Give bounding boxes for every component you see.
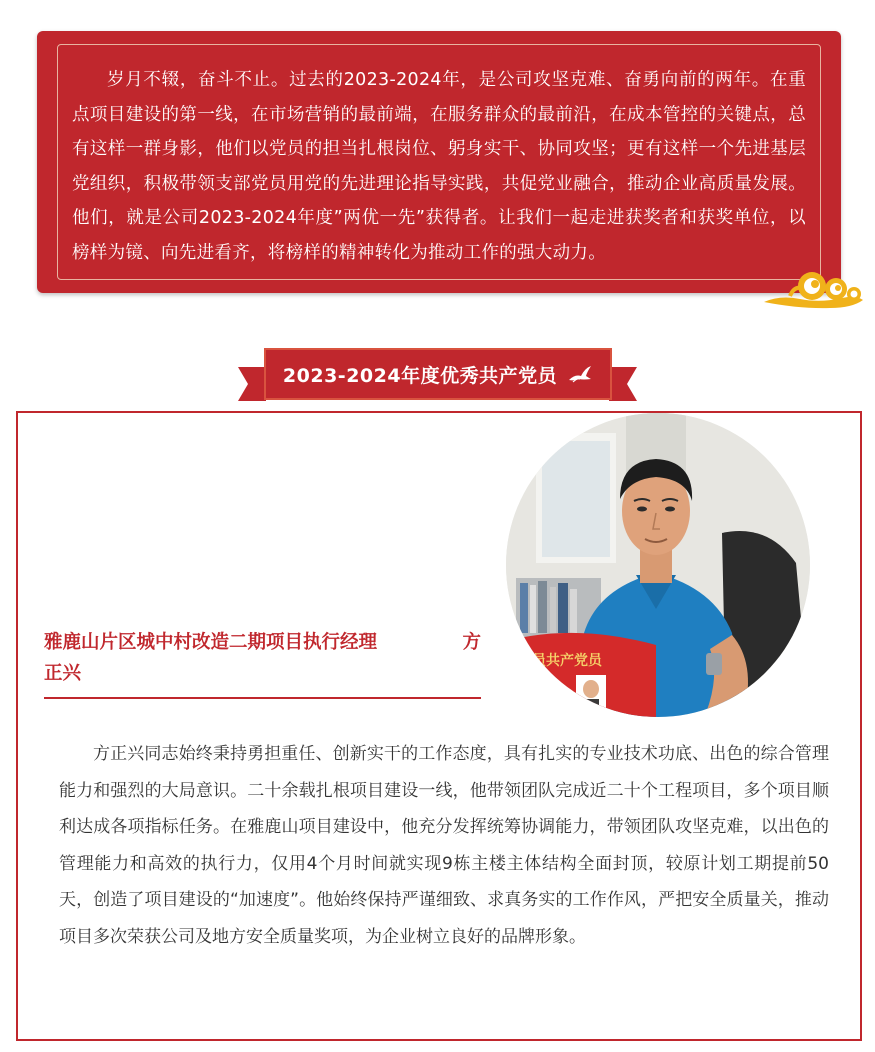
ribbon-right-tail (609, 367, 637, 401)
section-title: 2023-2024年度优秀共产党员 (282, 364, 558, 387)
portrait-illustration (506, 413, 810, 717)
auspicious-cloud-icon (760, 262, 865, 312)
intro-paragraph: 岁月不辍，奋斗不止。过去的2023-2024年，是公司攻坚克难、奋勇向前的两年。在重点项目建设的第一线，在市场营销的最前端，在服务群众的最前沿，在成本管控的关键点，总有这样一群身影，他们以党员的担当扎根岗位、躬身实干、协同攻坚；更有这样一个先进基层党组织，积极带领支部党员用党的先进理论指导实践，共促党业融合，推动企业高质量发展。他们，就是公司2023-2024年度”两优一先”获得者。让我们一起走进获奖者和获奖单位，以榜样为镜、向先进看齐，将榜样的精神转化为推动工作的强大动力。 (72, 70, 806, 263)
portrait-photo (506, 413, 810, 717)
name-part-2: 正兴 (44, 663, 82, 684)
heading-line-1 (44, 627, 481, 658)
profile-panel (16, 411, 862, 1041)
plaque-text: 员共产党员 (532, 653, 602, 669)
name-part-1: 方 (462, 632, 481, 653)
section-ribbon (264, 348, 612, 400)
intro-inner-frame (57, 44, 821, 280)
dove-icon (567, 364, 593, 384)
ribbon-left-tail (238, 367, 266, 401)
heading-line-2 (44, 658, 481, 689)
profile-bio: 方正兴同志始终秉持勇担重任、创新实干的工作态度，具有扎实的专业技术功底、出色的综合管理能力和强烈的大局意识。二十余载扎根项目建设一线，他带领团队完成近二十个工程项目，多个项目顺利达成各项指标任务。在雅鹿山项目建设中，他充分发挥统筹协调能力，带领团队攻坚克难，以出色的管理能力和高效的执行力，仅用4个月时间就实现9栋主楼主体结构全面封顶，较原计划工期提前50天，创造了项目建设的“加速度”。他始终保持严谨细致、求真务实的工作作风，严把安全质量关，推动项目多次荣获公司及地方安全质量奖项，为企业树立良好的品牌形象。 (59, 744, 829, 947)
position-title: 雅鹿山片区城中村改造二期项目执行经理 (44, 632, 378, 653)
intro-card (37, 31, 841, 293)
profile-heading (44, 627, 481, 699)
